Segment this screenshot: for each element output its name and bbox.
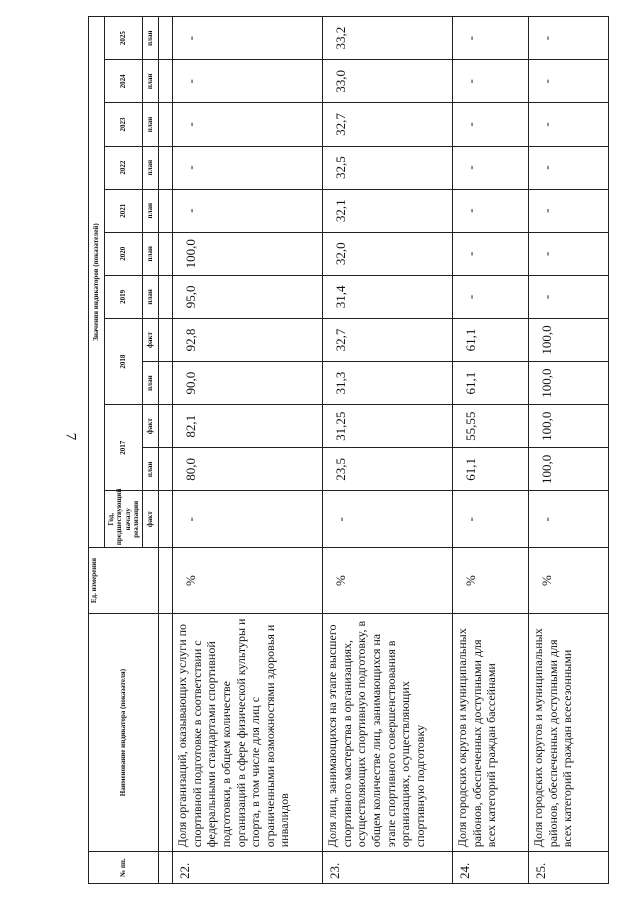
plan-2025: - [453,17,529,60]
plan-2019: - [529,275,609,318]
plan-2024: - [173,60,323,103]
header-2018: 2018 [105,318,143,404]
sub-plan: план [143,189,159,232]
plan-2025: - [173,17,323,60]
fact-2018: 61,1 [453,318,529,361]
sub-plan: план [143,103,159,146]
fact-2017: 82,1 [173,405,323,448]
header-name: Наименование индикатора (показателя) [89,613,159,851]
row-number: 23. [323,852,453,884]
plan-2017: 80,0 [173,448,323,491]
plan-2019: - [453,275,529,318]
sub-fact: факт [143,318,159,361]
rotated-table-container [88,16,608,884]
empty-cell [159,103,173,146]
empty-cell [159,60,173,103]
sub-plan: план [143,146,159,189]
indicator-name: Доля лиц, занимающихся на этапе высшего спортивного мастерства в организациях, осуществляющих спортивную подготовку, в общем количестве лиц, занимающихся на этапе спортивного совершенствования в организациях, осуществляющих спортивную подготовку [323,613,453,851]
base-fact: - [323,491,453,548]
empty-cell [159,405,173,448]
header-unit: Ед. измерения [89,548,159,614]
header-values: Значения индикаторов (показателей) [89,17,105,548]
empty-cell [159,613,173,851]
plan-2018: 61,1 [453,362,529,405]
plan-2017: 61,1 [453,448,529,491]
fact-2018: 100,0 [529,318,609,361]
plan-2020: 32,0 [323,232,453,275]
plan-2024: - [453,60,529,103]
plan-2021: - [529,189,609,232]
empty-cell [159,448,173,491]
header-base-year: Год, предшествующий началу реализации [105,491,143,548]
fact-2018: 32,7 [323,318,453,361]
empty-cell [159,275,173,318]
plan-2024: - [529,60,609,103]
empty-cell [159,146,173,189]
table-row [173,17,323,884]
empty-cell [159,852,173,884]
sub-plan: план [143,362,159,405]
indicators-table [88,16,609,884]
fact-2017: 55,55 [453,405,529,448]
plan-2022: - [529,146,609,189]
plan-2019: 95,0 [173,275,323,318]
page-number: 7 [62,432,79,441]
plan-2023: - [529,103,609,146]
plan-2022: - [453,146,529,189]
base-fact: - [173,491,323,548]
plan-2025: 33,2 [323,17,453,60]
header-no: № пп. [89,852,159,884]
indicator-name: Доля организаций, оказывающих услуги по спортивной подготовке в соответствии с федеральными стандартами спортивной подготовки, в общем количестве организаций в сфере физической культуры и спорта, в том числе для лиц с ограниченными возможностями здоровья и инвалидов [173,613,323,851]
base-fact: - [453,491,529,548]
indicator-name: Доля городских округов и муниципальных районов, обеспеченных доступными для всех категорий граждан всесезонными [529,613,609,851]
empty-cell [159,17,173,60]
sub-fact: факт [143,491,159,548]
plan-2022: 32,5 [323,146,453,189]
unit-cell: % [323,548,453,614]
plan-2020: - [529,232,609,275]
plan-2023: - [453,103,529,146]
fact-2017: 31,25 [323,405,453,448]
unit-cell: % [173,548,323,614]
header-2017: 2017 [105,405,143,491]
fact-2017: 100,0 [529,405,609,448]
empty-cell [159,362,173,405]
plan-2018: 90,0 [173,362,323,405]
plan-2019: 31,4 [323,275,453,318]
row-number: 24. [453,852,529,884]
table-row [529,17,609,884]
plan-2020: 100,0 [173,232,323,275]
plan-2023: 32,7 [323,103,453,146]
sub-plan: план [143,17,159,60]
table-row [323,17,453,884]
sub-plan: план [143,275,159,318]
plan-2018: 100,0 [529,362,609,405]
empty-cell [159,548,173,614]
header-2025: 2025 [105,17,143,60]
plan-2024: 33,0 [323,60,453,103]
header-2024: 2024 [105,60,143,103]
table-row [453,17,529,884]
empty-cell [159,232,173,275]
sub-fact: факт [143,405,159,448]
base-fact: - [529,491,609,548]
plan-2017: 23,5 [323,448,453,491]
header-2021: 2021 [105,189,143,232]
unit-cell: % [529,548,609,614]
unit-cell: % [453,548,529,614]
fact-2018: 92,8 [173,318,323,361]
header-2019: 2019 [105,275,143,318]
sub-plan: план [143,232,159,275]
plan-2021: 32,1 [323,189,453,232]
row-number: 22. [173,852,323,884]
header-2022: 2022 [105,146,143,189]
plan-2021: - [453,189,529,232]
row-number: 25. [529,852,609,884]
empty-cell [159,491,173,548]
indicator-name: Доля городских округов и муниципальных районов, обеспеченных доступными для всех категорий граждан бассейнами [453,613,529,851]
sub-plan: план [143,448,159,491]
sub-plan: план [143,60,159,103]
empty-cell [159,189,173,232]
plan-2025: - [529,17,609,60]
plan-2018: 31,3 [323,362,453,405]
plan-2022: - [173,146,323,189]
empty-cell [159,318,173,361]
plan-2017: 100,0 [529,448,609,491]
plan-2020: - [453,232,529,275]
plan-2021: - [173,189,323,232]
plan-2023: - [173,103,323,146]
header-2023: 2023 [105,103,143,146]
header-2020: 2020 [105,232,143,275]
